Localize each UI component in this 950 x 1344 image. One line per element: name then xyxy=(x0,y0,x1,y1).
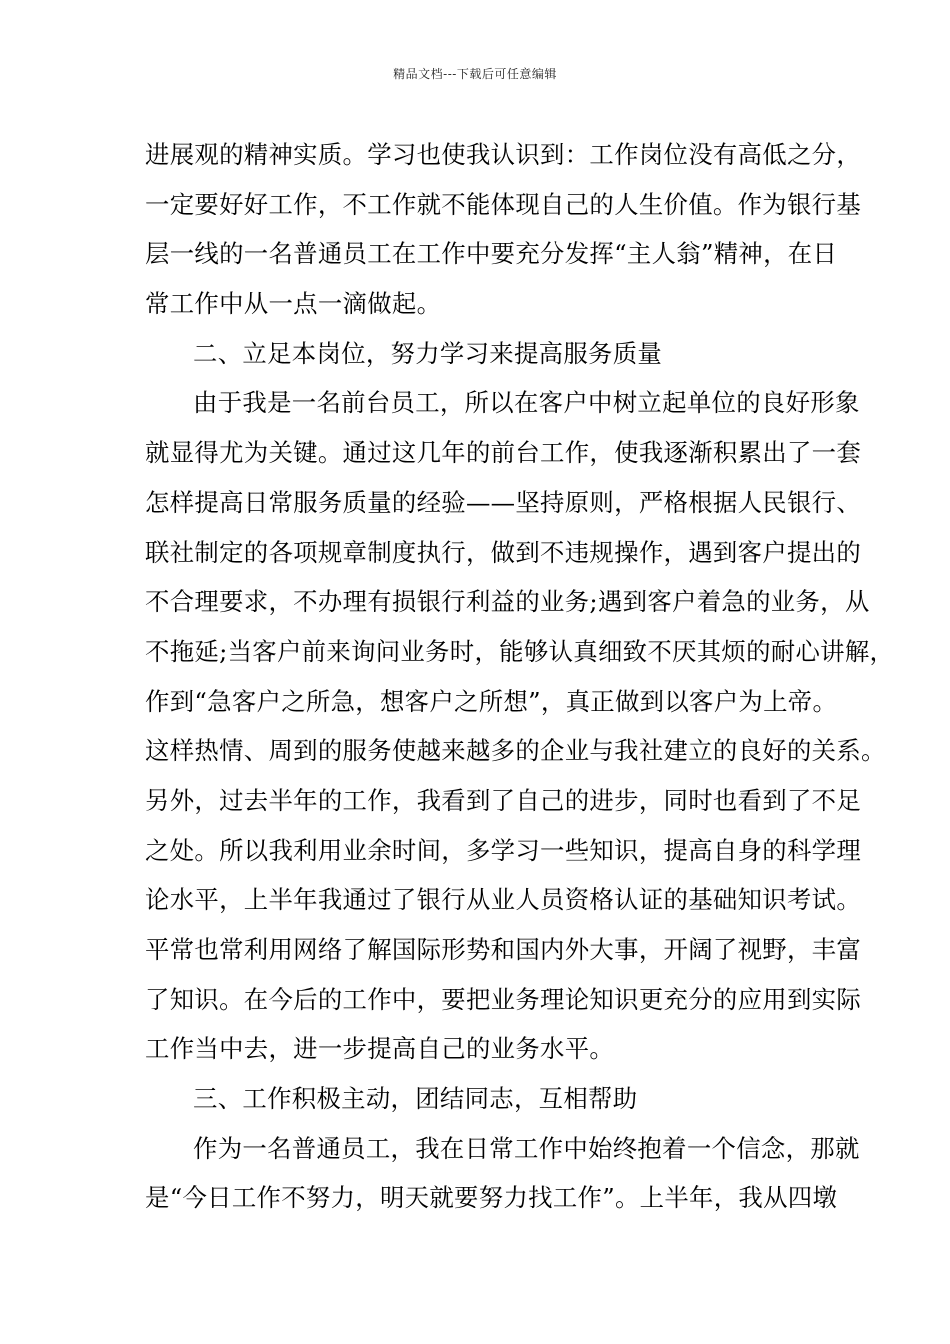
section-heading: 二、立足本岗位，努力学习来提高服务质量 xyxy=(193,338,663,368)
body-line: 这样热情、周到的服务使越来越多的企业与我社建立的良好的关系。 xyxy=(145,736,886,766)
body-line: 了知识。在今后的工作中，要把业务理论知识更充分的应用到实际 xyxy=(145,984,862,1014)
body-line: 不合理要求，不办理有损银行利益的业务;遇到客户着急的业务，从 xyxy=(145,587,870,617)
body-line: 论水平，上半年我通过了银行从业人员资格认证的基础知识考试。 xyxy=(145,885,862,915)
body-line: 就显得尤为关键。通过这几年的前台工作，使我逐渐积累出了一套 xyxy=(145,438,862,468)
body-line: 工作当中去，进一步提高自己的业务水平。 xyxy=(145,1034,615,1064)
page-header: 精品文档---下载后可任意编辑 xyxy=(393,67,557,81)
body-line: 另外，过去半年的工作，我看到了自己的进步，同时也看到了不足 xyxy=(145,785,862,815)
paragraph-start-line: 由于我是一名前台员工，所以在客户中树立起单位的良好形象 xyxy=(193,388,860,418)
body-line: 平常也常利用网络了解国际形势和国内外大事，开阔了视野，丰富 xyxy=(145,935,862,964)
paragraph-start-line: 作为一名普通员工，我在日常工作中始终抱着一个信念，那就 xyxy=(193,1133,860,1163)
document-body xyxy=(145,130,895,1223)
body-line: 一定要好好工作，不工作就不能体现自己的人生价值。作为银行基 xyxy=(145,189,862,219)
body-line: 进展观的精神实质。学习也使我认识到：工作岗位没有高低之分， xyxy=(145,140,862,169)
body-line: 联社制定的各项规章制度执行，做到不违规操作，遇到客户提出的 xyxy=(145,537,862,567)
body-line: 作到“急客户之所急，想客户之所想”，真正做到以客户为上帝。 xyxy=(145,686,838,716)
body-line: 是“今日工作不努力，明天就要努力找工作”。上半年，我从四墩 xyxy=(145,1183,838,1213)
body-line: 怎样提高日常服务质量的经验——坚持原则，严格根据人民银行、 xyxy=(145,487,862,517)
section-heading: 三、工作积极主动，团结同志，互相帮助 xyxy=(193,1084,638,1114)
body-line: 层一线的一名普通员工在工作中要充分发挥“主人翁”精神，在日 xyxy=(145,239,838,269)
body-line: 不拖延;当客户前来询问业务时，能够认真细致不厌其烦的耐心讲解， xyxy=(145,636,895,666)
body-line: 之处。所以我利用业余时间，多学习一些知识，提高自身的科学理 xyxy=(145,835,862,865)
body-line: 常工作中从一点一滴做起。 xyxy=(145,289,442,319)
